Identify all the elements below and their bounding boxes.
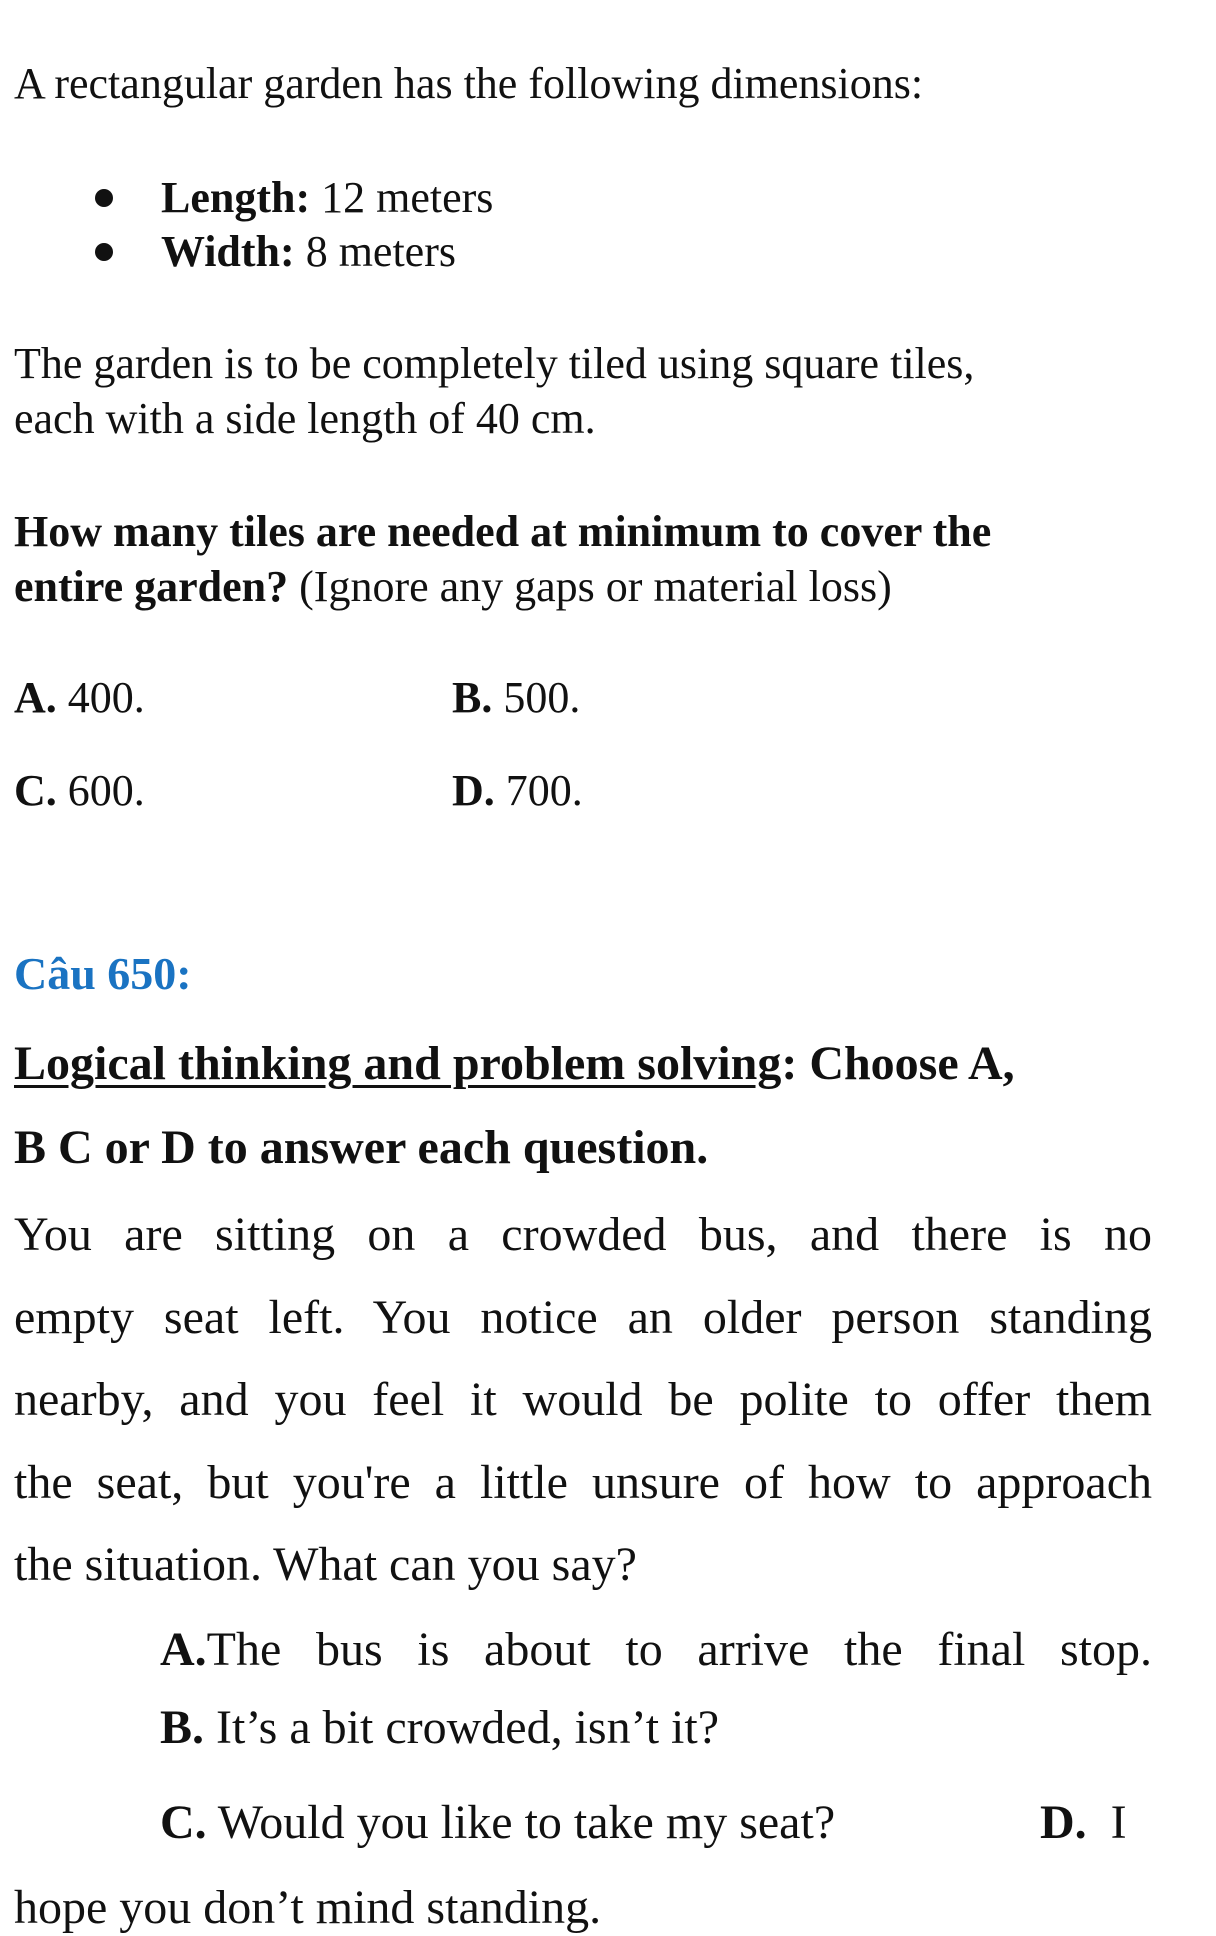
bullet-icon — [95, 189, 113, 207]
option-c[interactable]: C. Would you like to take my seat? — [160, 1796, 836, 1849]
instruction-line: B C or D to answer each question. — [14, 1121, 709, 1174]
option-d[interactable]: D. I — [1040, 1796, 1127, 1849]
option-d-continuation: hope you don’t mind standing. — [14, 1881, 602, 1934]
question-text: How many tiles are needed at minimum to cover the — [14, 507, 992, 556]
option-a[interactable]: A. The bus is about to arrive the final stop. — [160, 1623, 1152, 1676]
question-text: entire garden? (Ignore any gaps or material loss) — [14, 562, 892, 611]
paragraph-line: each with a side length of 40 cm. — [14, 394, 596, 443]
dimension-length: Length: 12 meters — [95, 172, 493, 224]
option-a[interactable]: A. 400. — [14, 673, 145, 722]
paragraph-line: The garden is to be completely tiled using square tiles, — [14, 339, 975, 388]
scenario-line: empty seat left. You notice an older person standing — [14, 1291, 1152, 1344]
instruction-heading: Logical thinking and problem solving: Choose A, — [14, 1037, 1015, 1090]
option-d[interactable]: D. 700. — [452, 766, 583, 815]
option-b[interactable]: B. 500. — [452, 673, 581, 722]
scenario-line: You are sitting on a crowded bus, and there is no — [14, 1208, 1152, 1261]
section-title: Logical thinking and problem solving — [14, 1037, 782, 1090]
option-c[interactable]: C. 600. — [14, 766, 145, 815]
scenario-line: the seat, but you're a little unsure of how to approach — [14, 1456, 1152, 1509]
intro-text: A rectangular garden has the following dimensions: — [14, 59, 924, 108]
dimension-width: Width: 8 meters — [95, 226, 456, 278]
option-b[interactable]: B. It’s a bit crowded, isn’t it? — [160, 1701, 720, 1754]
question-number: Câu 650: — [14, 948, 192, 999]
bullet-icon — [95, 243, 113, 261]
scenario-line: the situation. What can you say? — [14, 1538, 637, 1591]
scenario-line: nearby, and you feel it would be polite to offer them — [14, 1373, 1152, 1426]
